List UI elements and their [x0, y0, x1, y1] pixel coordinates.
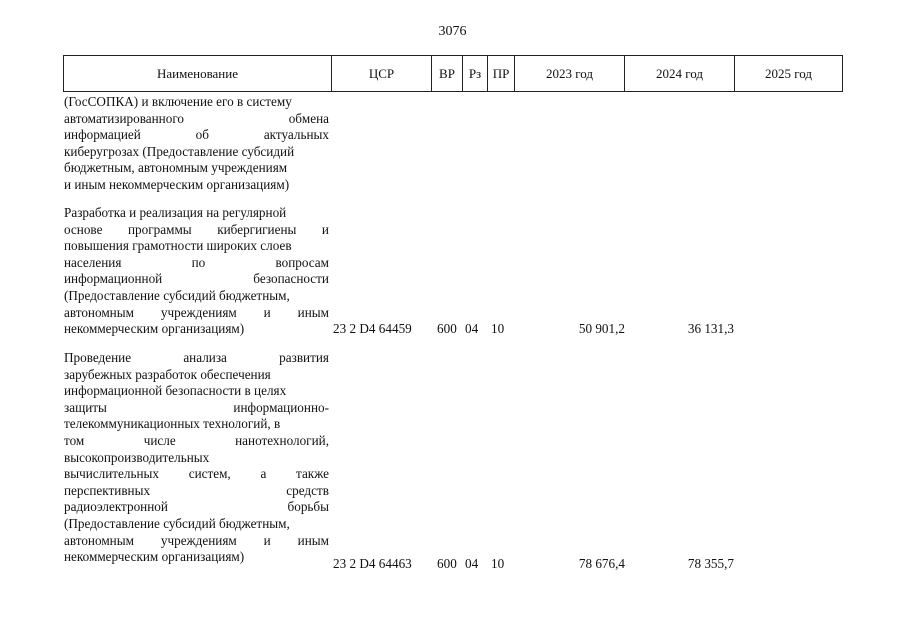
name-line: телекоммуникационных технологий, в — [64, 416, 281, 432]
name-line: автономным учреждениям и иным — [64, 304, 329, 320]
header-csr: ЦСР — [331, 56, 431, 91]
name-line: информационной безопасности — [64, 271, 329, 287]
name-line: Проведение анализа развития — [64, 350, 329, 365]
name-line: основе программы кибергигиены и — [64, 221, 329, 237]
name-line: автоматизированного обмена — [64, 110, 329, 126]
table-header — [63, 55, 843, 92]
row-2024: 78 355,7 — [687, 556, 734, 571]
header-name: Наименование — [157, 66, 238, 81]
name-line: высокопроизводительных — [64, 449, 210, 465]
name-line: населения по вопросам — [64, 254, 329, 270]
row-name — [64, 350, 329, 566]
name-line: некоммерческим организациям) — [64, 321, 245, 337]
header-pr: ПР — [487, 56, 514, 91]
row-rz: 04 — [465, 321, 479, 336]
header-vr: ВР — [431, 56, 462, 91]
page-number: 3076 — [438, 24, 467, 39]
name-line: (ГосСОПКА) и включение его в систему — [64, 94, 292, 109]
row-pr: 10 — [491, 556, 505, 571]
header-2024: 2024 год — [624, 56, 734, 91]
row-vr: 600 — [437, 556, 457, 571]
name-line: автономным учреждениям и иным — [64, 532, 329, 548]
name-line: перспективных средств — [64, 482, 329, 498]
name-line: и иным некоммерческим организациям) — [64, 176, 290, 192]
name-line: том числе нанотехнологий, — [64, 432, 329, 448]
header-rz: Рз — [462, 56, 487, 91]
name-line: информацией об актуальных — [64, 127, 329, 143]
row-vr: 600 — [437, 321, 457, 336]
row-name — [64, 205, 329, 338]
name-line: вычислительных систем, а также — [64, 466, 329, 482]
row-name — [64, 94, 329, 194]
name-line: (Предоставление субсидий бюджетным, — [64, 287, 290, 303]
row-rz: 04 — [465, 556, 479, 571]
name-line: (Предоставление субсидий бюджетным, — [64, 515, 290, 531]
name-line: Разработка и реализация на регулярной — [64, 205, 287, 220]
row-csr: 23 2 D4 64463 — [333, 556, 412, 571]
name-line: повышения грамотности широких слоев — [64, 238, 292, 254]
name-line: информационной безопасности в целях — [64, 383, 287, 399]
name-line: некоммерческим организациям) — [64, 549, 245, 565]
name-line: бюджетным, автономным учреждениям — [64, 160, 288, 176]
row-2023: 50 901,2 — [578, 321, 625, 336]
row-csr: 23 2 D4 64459 — [333, 321, 412, 336]
name-line: зарубежных разработок обеспечения — [64, 366, 271, 382]
name-line: защиты информационно- — [64, 399, 329, 415]
name-line: радиоэлектронной борьбы — [64, 499, 329, 515]
name-line: киберугрозах (Предоставление субсидий — [64, 143, 295, 159]
header-2025: 2025 год — [734, 56, 842, 91]
row-2024: 36 131,3 — [687, 321, 734, 336]
row-pr: 10 — [491, 321, 505, 336]
row-2023: 78 676,4 — [578, 556, 625, 571]
header-2023: 2023 год — [514, 56, 624, 91]
